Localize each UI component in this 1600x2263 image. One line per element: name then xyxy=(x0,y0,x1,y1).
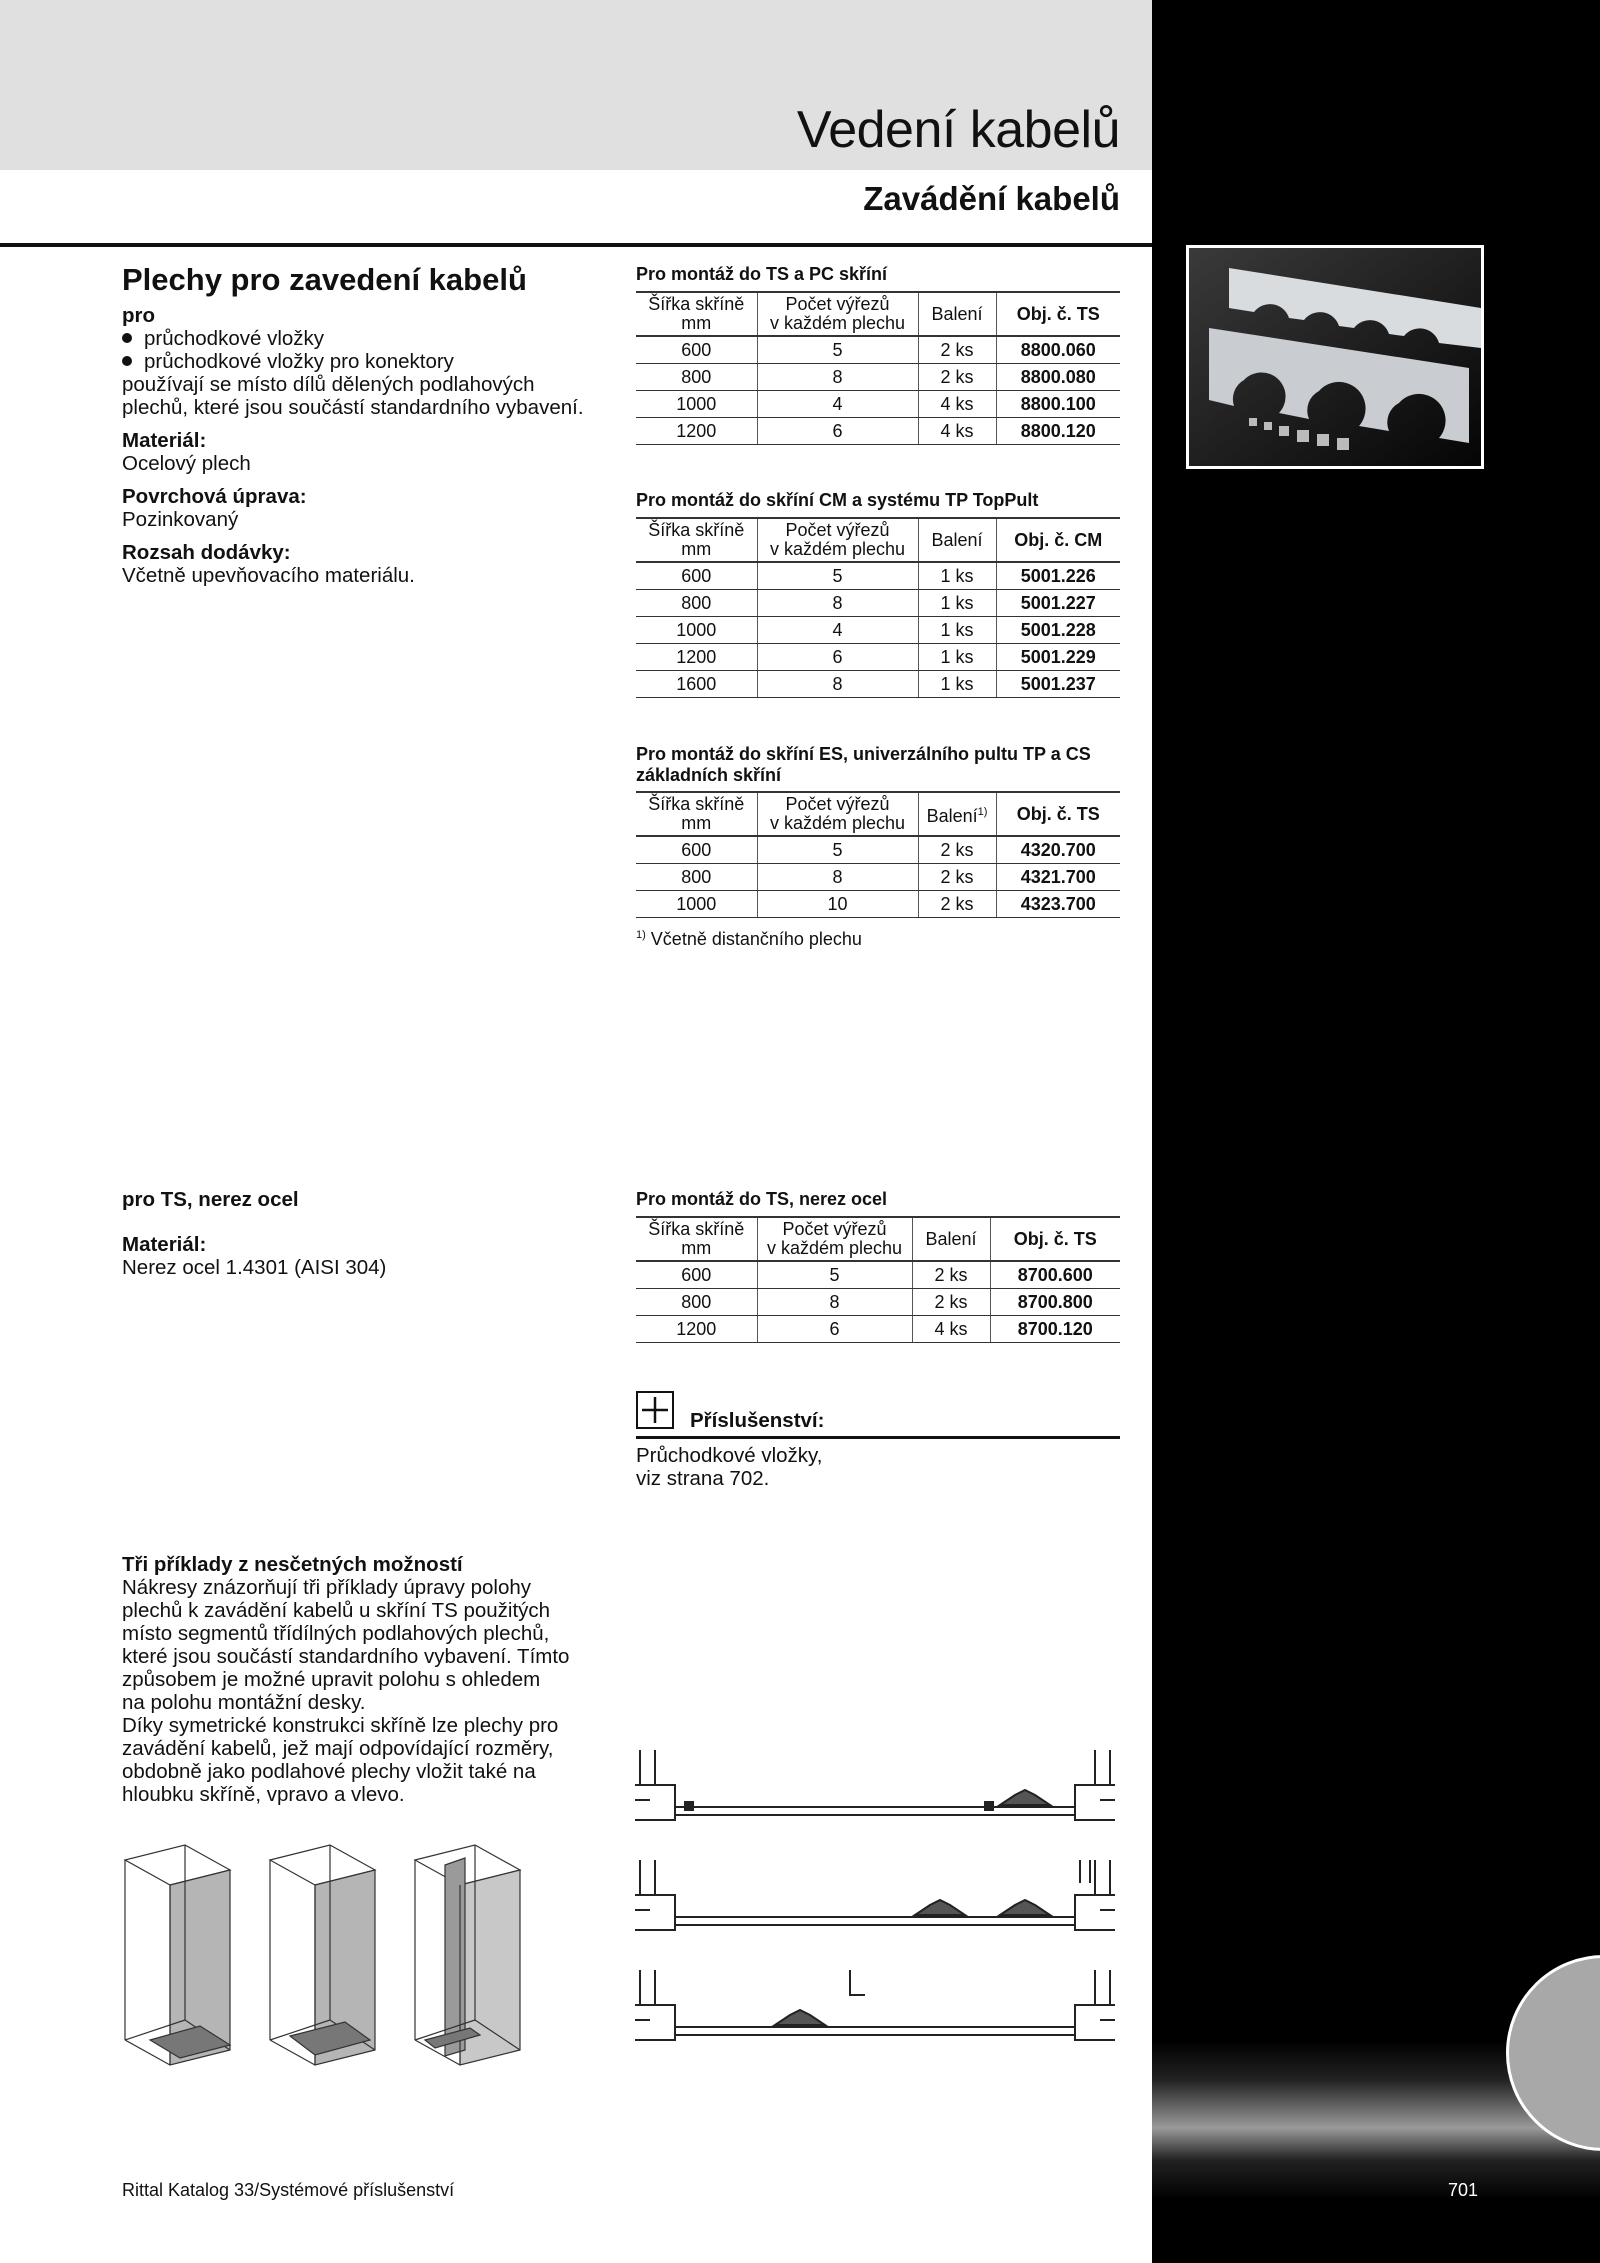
table-row: 600 5 2 ks 8700.600 xyxy=(636,1261,1120,1289)
section-title: Zavádění kabelů xyxy=(863,180,1120,217)
bullet-item: průchodkové vložky xyxy=(122,327,622,350)
order-table-ts-stainless xyxy=(636,1216,1120,1343)
table-row: 1200 6 4 ks 8700.120 xyxy=(636,1316,1120,1343)
table-row: 800 8 2 ks 8700.800 xyxy=(636,1289,1120,1316)
material-label: Materiál: xyxy=(122,429,207,452)
accessories-rule xyxy=(636,1436,1120,1439)
bullet-icon xyxy=(122,356,132,366)
table-row: 1200 6 1 ks 5001.229 xyxy=(636,644,1120,671)
table-row: 800 8 2 ks 4321.700 xyxy=(636,864,1120,891)
table-header-row: Šířka skříně mm Počet výřezů v každém plechu Balení Obj. č. TS xyxy=(636,1217,1120,1261)
page-title: Vedení kabelů xyxy=(796,101,1120,159)
table-row: 1000 10 2 ks 4323.700 xyxy=(636,891,1120,918)
cabinet-drawings xyxy=(120,1840,530,2070)
table-row: 600 5 1 ks 5001.226 xyxy=(636,562,1120,590)
intro-heading: Plechy pro zavedení kabelů xyxy=(122,262,527,297)
bullet-item: průchodkové vložky pro konektory xyxy=(122,350,622,373)
material-value: Ocelový plech xyxy=(122,452,251,475)
table-header-row: Šířka skříně mm Počet výřezů v každém plechu Balení Obj. č. TS xyxy=(636,292,1120,336)
accessories-text: Průchodkové vložky, viz strana 702. xyxy=(636,1444,823,1490)
section-drawing-2 xyxy=(635,1860,1115,1930)
table-caption: Pro montáž do skříní CM a systému TP TopPult xyxy=(636,490,1039,510)
stainless-material-value: Nerez ocel 1.4301 (AISI 304) xyxy=(122,1256,387,1279)
table-row: 1600 8 1 ks 5001.237 xyxy=(636,671,1120,698)
table-header-row: Šířka skříně mm Počet výřezů v každém plechu Balení$^{1)}$ Obj. č. TS xyxy=(636,792,1120,836)
section-drawing-3 xyxy=(635,1970,1115,2040)
stainless-heading: pro TS, nerez ocel xyxy=(122,1188,299,1211)
surface-label: Povrchová úprava: xyxy=(122,485,307,508)
table-caption: Pro montáž do skříní ES, univerzálního pultu TP a CS základních skříní xyxy=(636,744,1091,785)
examples-heading: Tři příklady z nesčetných možností xyxy=(122,1553,463,1576)
product-photo xyxy=(1186,245,1484,469)
table-caption: Pro montáž do TS a PC skříní xyxy=(636,264,888,284)
bullet-icon xyxy=(122,333,132,343)
intro-text: plechů, které jsou součástí standardního vybavení. xyxy=(122,396,584,419)
table-header-row: Šířka skříně mm Počet výřezů v každém plechu Balení Obj. č. CM xyxy=(636,518,1120,562)
table-row: 800 8 1 ks 5001.227 xyxy=(636,590,1120,617)
scope-value: Včetně upevňovacího materiálu. xyxy=(122,564,415,587)
order-table-ts-pc xyxy=(636,291,1120,445)
table-row: 600 5 2 ks 8800.060 xyxy=(636,336,1120,364)
pro-label: pro xyxy=(122,304,156,327)
scope-label: Rozsah dodávky: xyxy=(122,541,291,564)
table-row: 1000 4 4 ks 8800.100 xyxy=(636,391,1120,418)
accessories-label: Příslušenství: xyxy=(690,1409,825,1432)
cabinet-drawing-1 xyxy=(125,1845,230,2065)
page-number: 701 xyxy=(1448,2180,1479,2200)
table-row: 600 5 2 ks 4320.700 xyxy=(636,836,1120,864)
plus-icon xyxy=(636,1391,674,1429)
order-table-es-tp-cs xyxy=(636,791,1120,918)
table-row: 1000 4 1 ks 5001.228 xyxy=(636,617,1120,644)
table-footnote: $^{1)}$ Včetně distančního plechu xyxy=(636,929,862,949)
table-caption: Pro montáž do TS, nerez ocel xyxy=(636,1189,888,1209)
cabinet-drawing-3 xyxy=(415,1845,520,2065)
title-rule xyxy=(0,243,1152,247)
table-row: 800 8 2 ks 8800.080 xyxy=(636,364,1120,391)
cabinet-drawing-2 xyxy=(270,1845,375,2065)
section-drawings xyxy=(630,1745,1120,2070)
intro-text: používají se místo dílů dělených podlahových xyxy=(122,373,535,396)
surface-value: Pozinkovaný xyxy=(122,508,239,531)
stainless-block xyxy=(122,1188,386,1279)
footer-catalog: Rittal Katalog 33/Systémové příslušenství xyxy=(122,2180,455,2200)
examples-block: Tři příklady z nesčetných možností Nákresy znázorňují tři příklady úpravy polohy plechů k zavádění kabelů u skříní TS použitých místo segmentů třídílných podlahových plechů, které jsou součástí standardního vybavení. Tímto způsobem je možné upravit polohu s ohledem na polohu montážní desky. Díky symetrické konstrukci skříně lze plechy pro zavádění kabelů, jež mají odpovídající rozměry, obdobně jako podlahové plechy vložit také na hloubku skříně, vpravo a vlevo. xyxy=(122,1553,622,1806)
stainless-material-label: Materiál: xyxy=(122,1233,207,1256)
order-table-cm-tp xyxy=(636,517,1120,698)
table-row: 1200 6 4 ks 8800.120 xyxy=(636,418,1120,445)
section-drawing-1 xyxy=(635,1750,1115,1820)
intro-block xyxy=(122,262,622,587)
